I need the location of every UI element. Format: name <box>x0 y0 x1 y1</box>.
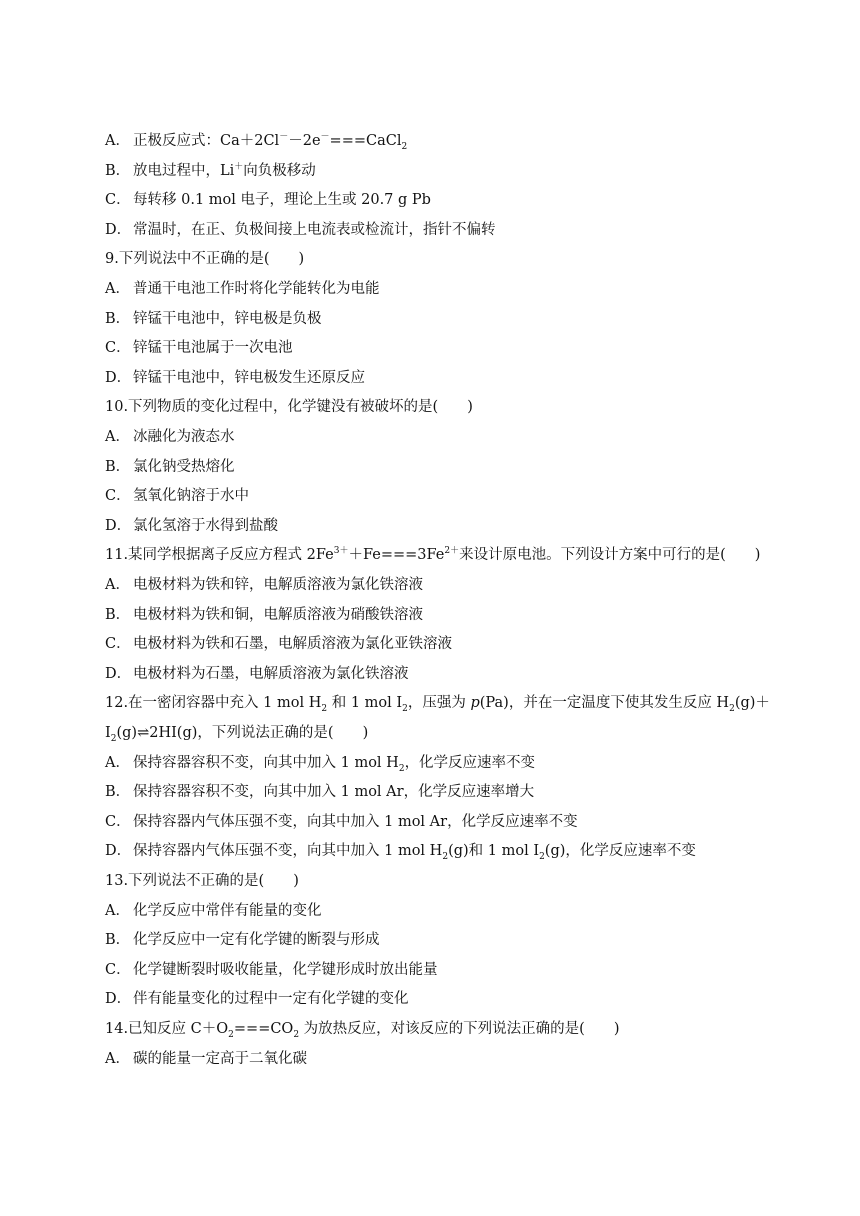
question-stem: 11.某同学根据离子反应方程式 $2Fe^{3+}+Fe===3Fe^{2+}$来设计原电池。下列设计方案中可行的是( ) <box>105 546 761 563</box>
option-letter: D． <box>105 518 132 534</box>
option-text: 电极材料为铁和石墨，电解质溶液为氯化亚铁溶液 <box>133 636 452 652</box>
option-text: 氯化氢溶于水得到盐酸 <box>133 518 278 534</box>
option-text: 保持容器内气体压强不变，向其中加入 1 mol $H_2(g)$和 1 mol $I_2(g)$，化学反应速率不变 <box>133 843 696 862</box>
option-text: 氢氧化钠溶于水中 <box>133 488 249 504</box>
answer-option <box>105 161 765 181</box>
option-letter: A． <box>105 281 130 297</box>
option-letter: B． <box>105 163 131 179</box>
answer-option <box>105 220 765 240</box>
answer-option <box>105 338 765 358</box>
option-letter: B． <box>105 311 131 327</box>
option-letter: A． <box>105 577 130 593</box>
question-stem: 12.在一密闭容器中充入 1 mol $H_2$ 和 1 mol $I_2$，压强为 p(Pa)，并在一定温度下使其发生反应 $H_2(g)+$ <box>105 695 770 714</box>
answer-option <box>105 131 765 151</box>
option-letter: A． <box>105 429 130 445</box>
question-stem: 14.已知反应 $C+O_2===CO_2$ 为放热反应，对该反应的下列说法正确的是( ) <box>105 1021 620 1040</box>
option-text: 化学键断裂时吸收能量，化学键形成时放出能量 <box>133 962 438 978</box>
option-text: 保持容器容积不变，向其中加入 1 mol $H_2$，化学反应速率不变 <box>133 755 536 774</box>
answer-option <box>105 516 765 536</box>
option-text: 氯化钠受热熔化 <box>133 459 235 475</box>
answer-option <box>105 368 765 388</box>
option-text: 常温时，在正、负极间接上电流表或检流计，指针不偏转 <box>133 222 496 238</box>
option-text: 电极材料为铁和铜，电解质溶液为硝酸铁溶液 <box>133 607 423 623</box>
option-letter: D． <box>105 843 132 859</box>
option-text: 锌锰干电池属于一次电池 <box>133 340 293 356</box>
option-letter: C． <box>105 192 131 208</box>
option-text: 冰融化为液态水 <box>133 429 235 445</box>
option-letter: D． <box>105 666 132 682</box>
option-text: 碳的能量一定高于二氧化碳 <box>133 1051 307 1067</box>
option-letter: B． <box>105 607 131 623</box>
answer-option <box>105 841 765 861</box>
answer-option <box>105 989 765 1009</box>
option-text: 正极反应式：Ca＋2Cl－－2e－===CaCl$_2$ <box>133 132 408 152</box>
option-text: 保持容器内气体压强不变，向其中加入 1 mol Ar，化学反应速率不变 <box>133 814 578 830</box>
question-stem: 10.下列物质的变化过程中，化学键没有被破坏的是( ) <box>105 399 473 415</box>
answer-option <box>105 605 765 625</box>
answer-option <box>105 901 765 921</box>
answer-option <box>105 812 765 832</box>
answer-option <box>105 1049 765 1069</box>
option-letter: C． <box>105 636 131 652</box>
question-stem: 9.下列说法中不正确的是( ) <box>105 251 305 267</box>
option-letter: B． <box>105 784 131 800</box>
answer-option <box>105 664 765 684</box>
option-letter: B． <box>105 459 131 475</box>
question-stem: 13.下列说法不正确的是( ) <box>105 873 299 889</box>
answer-option <box>105 309 765 329</box>
option-letter: D． <box>105 222 132 238</box>
answer-option <box>105 457 765 477</box>
option-text: 锌锰干电池中，锌电极发生还原反应 <box>133 370 365 386</box>
answer-option <box>105 427 765 447</box>
option-letter: C． <box>105 340 131 356</box>
answer-option <box>105 753 765 773</box>
answer-option <box>105 486 765 506</box>
option-letter: A． <box>105 755 130 771</box>
option-letter: A． <box>105 133 130 149</box>
answer-option <box>105 960 765 980</box>
answer-option <box>105 575 765 595</box>
option-text: 电极材料为铁和锌，电解质溶液为氯化铁溶液 <box>133 577 423 593</box>
option-text: 放电过程中，Li＋向负极移动 <box>133 162 316 179</box>
option-text: 保持容器容积不变，向其中加入 1 mol Ar，化学反应速率增大 <box>133 784 535 800</box>
option-text: 锌锰干电池中，锌电极是负极 <box>133 311 322 327</box>
answer-option <box>105 930 765 950</box>
answer-option <box>105 190 765 210</box>
option-letter: D． <box>105 991 132 1007</box>
option-letter: C． <box>105 488 131 504</box>
option-text: 每转移 0.1 mol 电子，理论上生或 20.7 g Pb <box>133 192 431 208</box>
option-text: 伴有能量变化的过程中一定有化学键的变化 <box>133 991 409 1007</box>
question-stem: $I_2(g)\rightleftharpoons 2HI(g)$，下列说法正确的是( ) <box>105 725 369 744</box>
option-text: 化学反应中一定有化学键的断裂与形成 <box>133 932 380 948</box>
option-letter: A． <box>105 1051 130 1067</box>
option-letter: D． <box>105 370 132 386</box>
option-letter: A． <box>105 903 130 919</box>
option-text: 普通干电池工作时将化学能转化为电能 <box>133 281 380 297</box>
answer-option <box>105 782 765 802</box>
option-letter: C． <box>105 962 131 978</box>
option-text: 化学反应中常伴有能量的变化 <box>133 903 322 919</box>
option-letter: B． <box>105 932 131 948</box>
answer-option <box>105 279 765 299</box>
option-letter: C． <box>105 814 131 830</box>
option-text: 电极材料为石墨，电解质溶液为氯化铁溶液 <box>133 666 409 682</box>
answer-option <box>105 634 765 654</box>
